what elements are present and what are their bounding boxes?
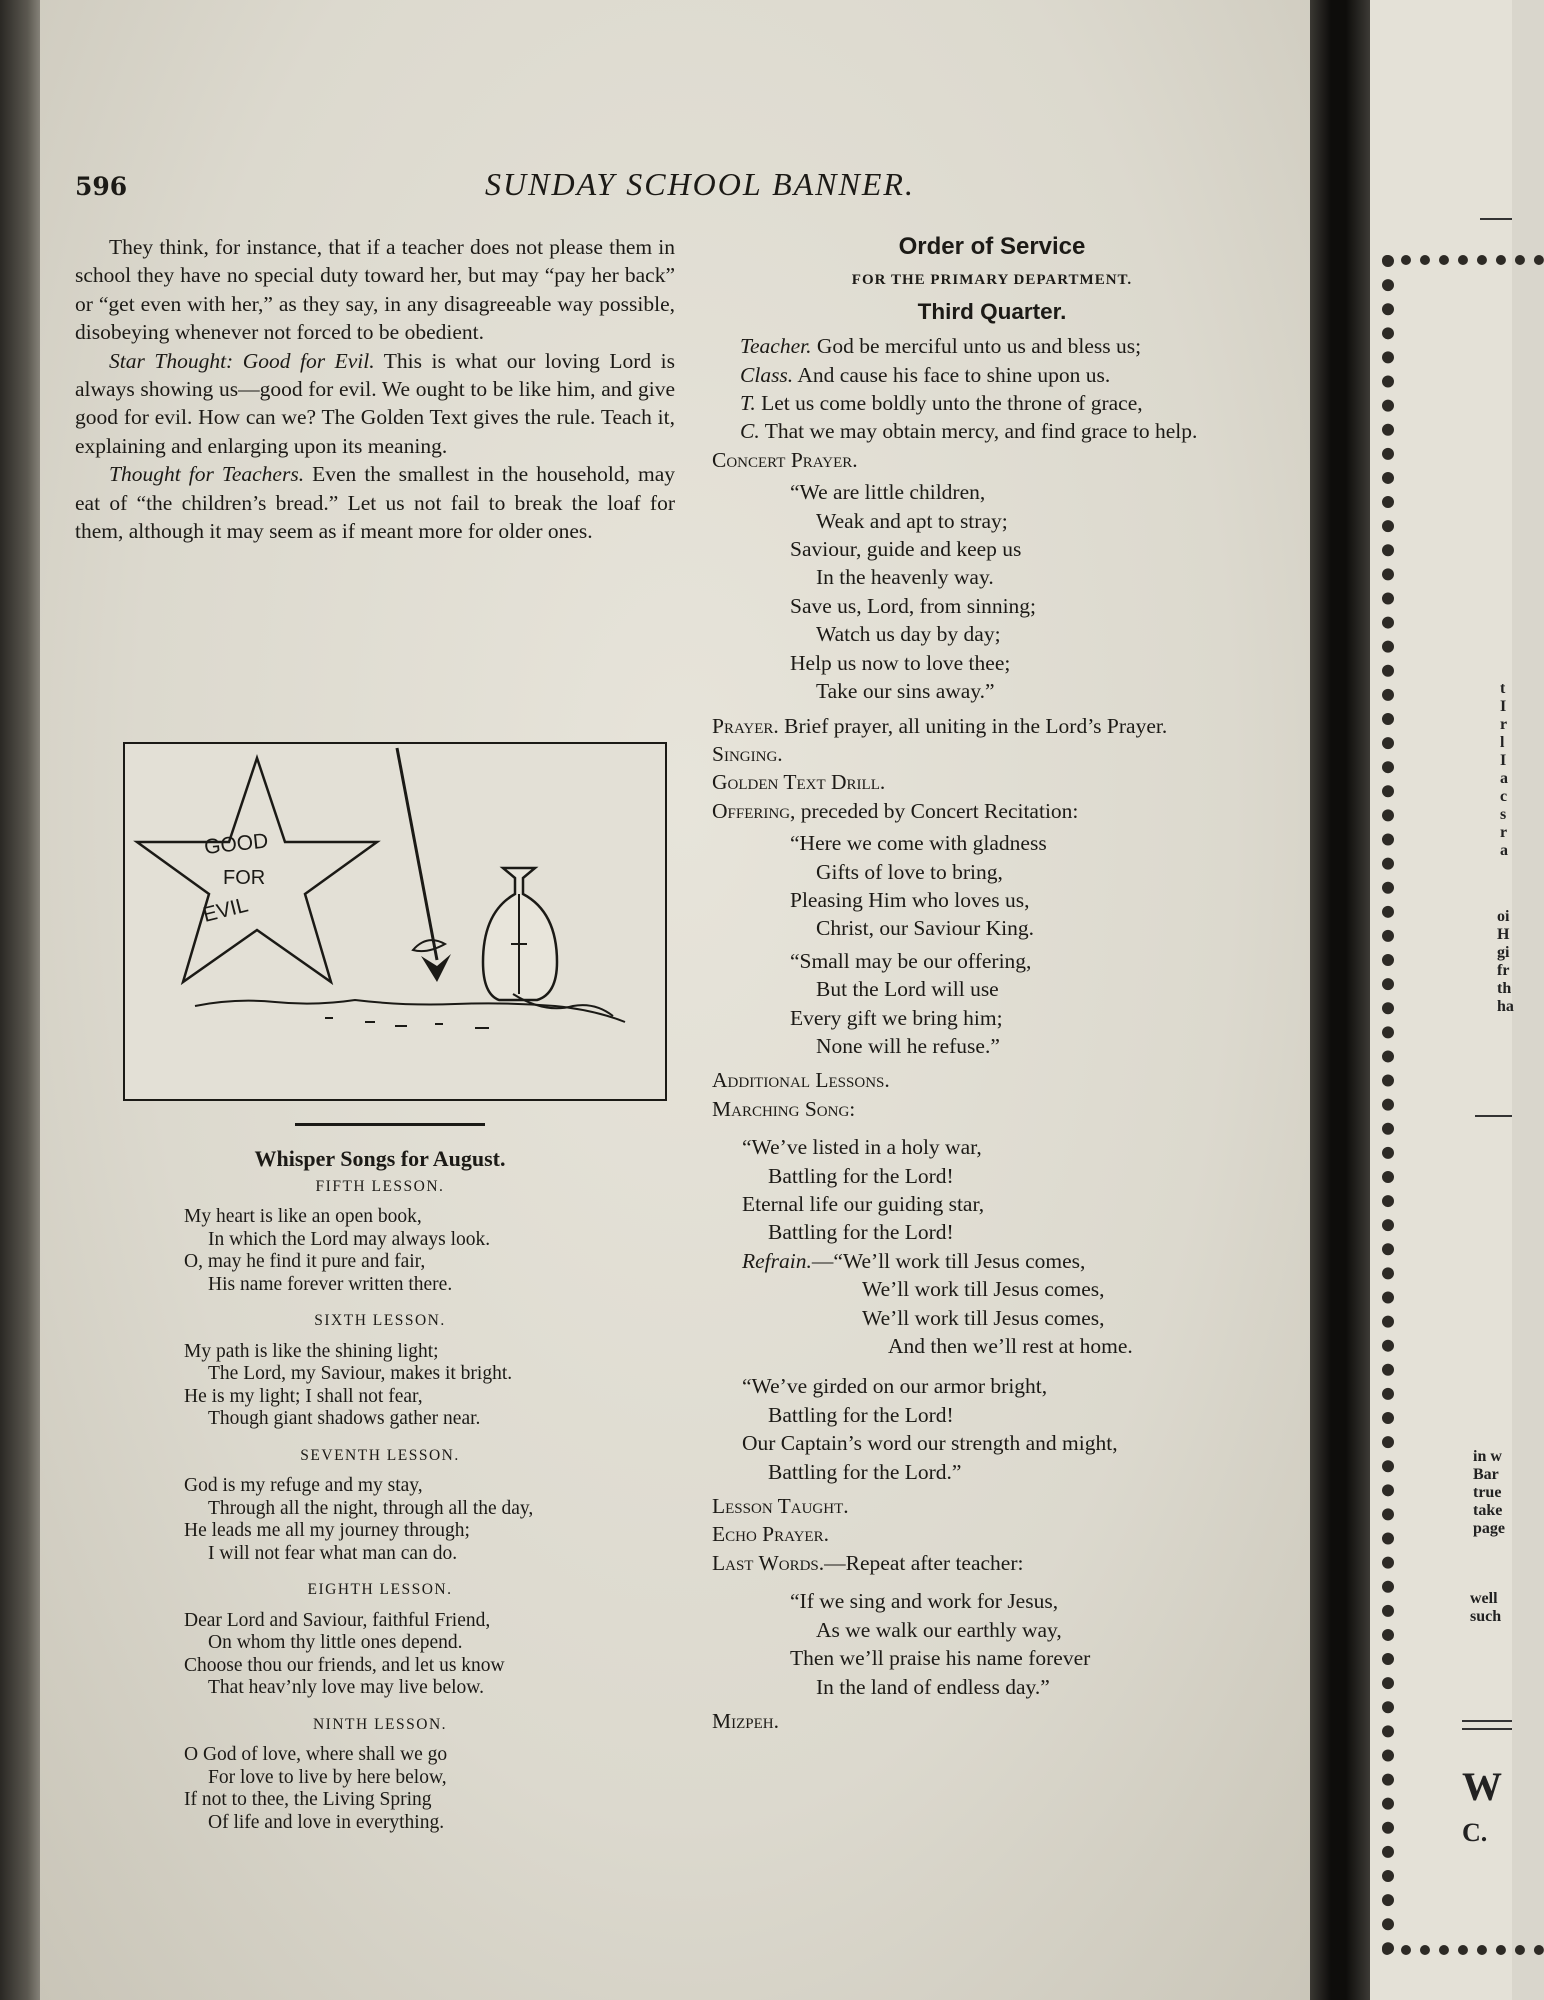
paragraph-text: Even the smallest in the household, may eat of “the children’s bread.” Let us not fail to break the loaf for them, although it may seem as if meant more for older ones. bbox=[75, 462, 676, 544]
star-text-evil: EVIL bbox=[200, 893, 251, 927]
verse-line: God is my refuge and my stay, bbox=[184, 1475, 423, 1496]
lesson-heading: SEVENTH LESSON. bbox=[300, 1446, 460, 1464]
order-title: Order of Service bbox=[898, 233, 1086, 260]
poem-line: None will he refuse.” bbox=[816, 1033, 1000, 1058]
star-text-good: GOOD bbox=[203, 829, 270, 859]
verse-line: On whom thy little ones depend. bbox=[208, 1632, 463, 1653]
star-text-for: FOR bbox=[223, 867, 266, 889]
lesson-taught-item: Lesson Taught. bbox=[712, 1494, 849, 1519]
poem-line: Battling for the Lord! bbox=[768, 1402, 954, 1427]
next-page-rule-2 bbox=[1475, 1115, 1512, 1117]
lesson-heading: EIGHTH LESSON. bbox=[307, 1581, 453, 1598]
verse-line: The Lord, my Saviour, makes it bright. bbox=[208, 1363, 513, 1384]
section-divider bbox=[295, 1123, 485, 1126]
response-text: That we may obtain mercy, and find grace to help. bbox=[759, 419, 1198, 444]
order-of-service bbox=[712, 233, 1272, 1735]
verse-line: I will not fear what man can do. bbox=[208, 1542, 458, 1564]
poem-line: As we walk our earthly way, bbox=[816, 1617, 1062, 1642]
poem-line: Take our sins away.” bbox=[816, 679, 995, 704]
poem-line: Every gift we bring him; bbox=[790, 1005, 1003, 1030]
lesson-heading: NINTH LESSON. bbox=[312, 1715, 448, 1733]
next-page-rule-3 bbox=[1462, 1720, 1512, 1722]
verse-line: If not to thee, the Living Spring bbox=[184, 1789, 432, 1810]
next-page-rule bbox=[1480, 218, 1512, 220]
poem-line: “We are little children, bbox=[790, 480, 986, 505]
poem-line: Then we’ll praise his name forever bbox=[790, 1646, 1091, 1671]
poem-line: Help us now to love thee; bbox=[790, 650, 1011, 675]
paragraph: They think, for instance, that if a teacher does not please them in school they have no special duty toward her, but may “pay her back” or “get even with her,” as they say, in any disagreeable way possible, disobeying whenever not forced to be obedient. bbox=[75, 235, 675, 345]
poem-line: Battling for the Lord! bbox=[768, 1163, 954, 1188]
verse-line: Though giant shadows gather near. bbox=[208, 1408, 481, 1429]
closing-word: Mizpeh. bbox=[712, 1708, 779, 1733]
lesson-heading: FIFTH LESSON. bbox=[315, 1177, 445, 1195]
last-words-text: —Repeat after teacher: bbox=[824, 1550, 1024, 1575]
spear-shaft bbox=[397, 748, 437, 960]
stanza-gap bbox=[712, 1360, 1272, 1372]
concert-prayer-poem bbox=[712, 478, 1272, 705]
speaker: Class. bbox=[740, 362, 794, 387]
offering-label: Offering, bbox=[712, 798, 796, 823]
refrain-label: Refrain. bbox=[742, 1248, 812, 1273]
verse-line: Of life and love in everything. bbox=[208, 1811, 445, 1833]
golden-text-item: Golden Text Drill. bbox=[712, 770, 886, 795]
verse-line: His name forever written there. bbox=[208, 1273, 453, 1295]
offering-item bbox=[712, 797, 1272, 825]
speaker: Teacher. bbox=[740, 334, 812, 359]
poem-line: “We’ve listed in a holy war, bbox=[742, 1135, 982, 1160]
fragment-column-4: well such bbox=[1470, 1590, 1502, 1625]
refrain-text: —“We’ll work till Jesus comes, bbox=[811, 1248, 1086, 1273]
verse-line: He is my light; I shall not fear, bbox=[184, 1385, 423, 1407]
book-gutter bbox=[1310, 0, 1370, 2000]
running-title: SUNDAY SCHOOL BANNER. bbox=[485, 166, 915, 202]
poem-line: “Small may be our offering, bbox=[790, 948, 1032, 973]
left-column bbox=[75, 233, 675, 545]
poem-line: Pleasing Him who loves us, bbox=[790, 887, 1030, 912]
poem-line: Eternal life our guiding star, bbox=[742, 1192, 985, 1216]
paragraph bbox=[75, 460, 675, 545]
paragraph-text: This is what our loving Lord is always showing us—good for evil. We ought to be like him, and give good for evil. How can we? The Golden Text gives the rule. Teach it, explaining and enlarging upon its meaning. bbox=[75, 348, 675, 458]
last-words-item bbox=[712, 1549, 1272, 1577]
offering-poem bbox=[712, 829, 1272, 1060]
paragraph-label: Thought for Teachers. bbox=[109, 462, 305, 487]
quarter-heading: Third Quarter. bbox=[917, 298, 1067, 324]
poem-line: Battling for the Lord! bbox=[768, 1220, 954, 1245]
concert-prayer-heading: Concert Prayer. bbox=[712, 447, 858, 472]
singing-item: Singing. bbox=[712, 741, 783, 766]
verse-line: My path is like the shining light; bbox=[184, 1340, 439, 1362]
responsive-line bbox=[712, 417, 1272, 445]
poem-line: Watch us day by day; bbox=[816, 622, 1001, 647]
next-page-rule-4 bbox=[1462, 1728, 1512, 1730]
responsive-line bbox=[712, 332, 1272, 360]
fragment-column-3: in w Bar true take page bbox=[1473, 1448, 1505, 1537]
marching-song-item: Marching Song: bbox=[712, 1096, 856, 1121]
poem-line: Save us, Lord, from sinning; bbox=[790, 593, 1037, 618]
last-words-poem bbox=[712, 1587, 1272, 1701]
songs-title: Whisper Songs for August. bbox=[254, 1146, 506, 1171]
responsive-line bbox=[712, 361, 1272, 389]
ground-line bbox=[195, 1000, 625, 1022]
response-text: Let us come boldly unto the throne of grace, bbox=[755, 391, 1143, 416]
echo-prayer-item: Echo Prayer. bbox=[712, 1522, 829, 1547]
ornamental-vine-border bbox=[1382, 255, 1544, 1955]
last-words-label: Last Words. bbox=[712, 1550, 825, 1575]
poem-line: Our Captain’s word our strength and might, bbox=[742, 1431, 1118, 1456]
response-text: God be merciful unto us and bless us; bbox=[811, 334, 1142, 359]
spear-leaf bbox=[413, 940, 445, 951]
poem-line: We’ll work till Jesus comes, bbox=[862, 1277, 1105, 1302]
poem-line: In the heavenly way. bbox=[816, 565, 994, 590]
verse-line: Choose thou our friends, and let us know bbox=[184, 1654, 505, 1676]
illustration-drawing bbox=[125, 744, 665, 1099]
verse-line: He leads me all my journey through; bbox=[184, 1520, 470, 1541]
poem-line: Battling for the Lord.” bbox=[768, 1459, 962, 1484]
poem-line: We’ll work till Jesus comes, bbox=[862, 1305, 1105, 1330]
verse-line: My heart is like an open book, bbox=[184, 1206, 422, 1227]
poem-line: Saviour, guide and keep us bbox=[790, 537, 1022, 562]
speaker: C. bbox=[740, 419, 760, 444]
responsive-line bbox=[712, 389, 1272, 417]
prayer-text: Brief prayer, all uniting in the Lord’s Prayer. bbox=[778, 713, 1168, 738]
fragment-big-letter: W bbox=[1462, 1764, 1502, 1809]
marching-song-poem bbox=[712, 1133, 1272, 1486]
paragraph-label: Star Thought: Good for Evil. bbox=[109, 348, 375, 373]
paragraph bbox=[75, 347, 675, 461]
poem-line: “Here we come with gladness bbox=[790, 831, 1047, 856]
verse-line: O, may he find it pure and fair, bbox=[184, 1251, 426, 1272]
verse-line: Through all the night, through all the day, bbox=[208, 1497, 534, 1519]
additional-lessons-item: Additional Lessons. bbox=[712, 1068, 890, 1093]
poem-line: “We’ve girded on our armor bright, bbox=[742, 1374, 1048, 1399]
fragment-column-2: oi H gi fr th ha bbox=[1497, 908, 1514, 1015]
order-subtitle: FOR THE PRIMARY DEPARTMENT. bbox=[851, 272, 1133, 289]
speaker: T. bbox=[740, 391, 756, 416]
lesson-heading: SIXTH LESSON. bbox=[314, 1312, 446, 1329]
good-for-evil-illustration bbox=[123, 742, 667, 1101]
verse-line: O God of love, where shall we go bbox=[184, 1744, 448, 1765]
prayer-item bbox=[712, 712, 1272, 740]
refrain-line bbox=[712, 1247, 1272, 1275]
poem-line: Christ, our Saviour King. bbox=[816, 916, 1034, 941]
poem-line: In the land of endless day.” bbox=[816, 1674, 1050, 1699]
verse-line: In which the Lord may always look. bbox=[208, 1228, 491, 1250]
page-number: 596 bbox=[75, 172, 128, 201]
response-text: And cause his face to shine upon us. bbox=[793, 362, 1111, 387]
verse-line: For love to live by here below, bbox=[208, 1766, 447, 1788]
offering-text: preceded by Concert Recitation: bbox=[795, 798, 1079, 823]
fragment-small-letter: C. bbox=[1462, 1818, 1488, 1847]
poem-line: “If we sing and work for Jesus, bbox=[790, 1589, 1059, 1614]
verse-line: That heav’nly love may live below. bbox=[208, 1677, 484, 1698]
poem-line: But the Lord will use bbox=[816, 977, 999, 1002]
fragment-column-1: t I r l I a c s r a bbox=[1500, 680, 1508, 859]
poem-line: Gifts of love to bring, bbox=[816, 859, 1003, 884]
poem-line: And then we’ll rest at home. bbox=[888, 1334, 1133, 1359]
ground-dashes bbox=[325, 1018, 489, 1028]
whisper-songs bbox=[80, 1148, 680, 1834]
poem-line: Weak and apt to stray; bbox=[816, 508, 1008, 533]
prayer-label: Prayer. bbox=[712, 713, 779, 738]
verse-line: Dear Lord and Saviour, faithful Friend, bbox=[184, 1609, 491, 1631]
